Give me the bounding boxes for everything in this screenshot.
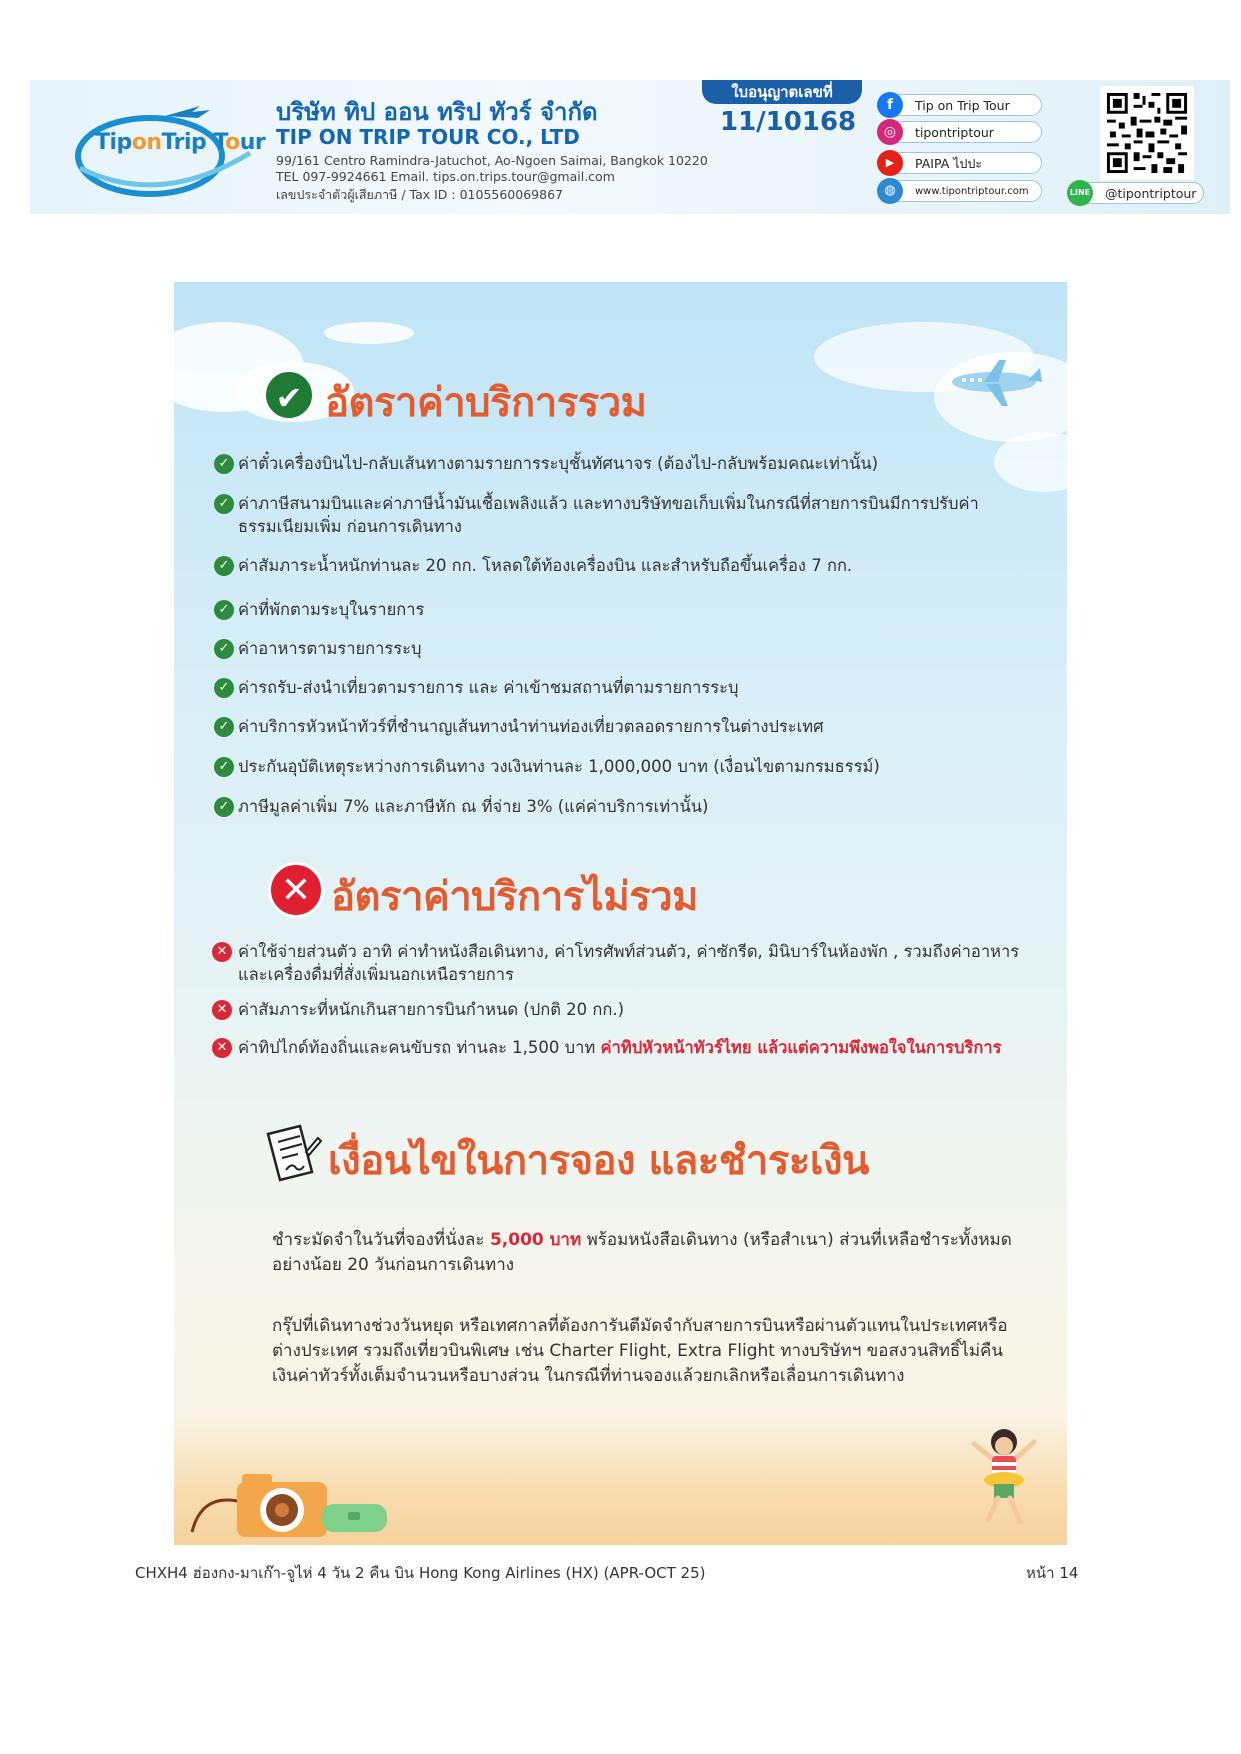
- check-icon: ✓: [214, 797, 234, 817]
- deposit-amount: 5,000 บาท: [489, 1230, 582, 1250]
- company-contact: TEL 097-9924661 Email. tips.on.trips.tour@gmail.com: [276, 169, 615, 184]
- web-icon: ◍: [877, 178, 903, 204]
- company-name-thai: บริษัท ทิป ออน ทริป ทัวร์ จำกัด: [276, 98, 598, 126]
- footer-tour-code: CHXH4 ฮ่องกง-มาเก๊า-จูไห่ 4 วัน 2 คืน บิน Hong Kong Airlines (HX) (APR-OCT 25): [135, 1564, 706, 1582]
- company-logo-text: TiponTrip Tour: [95, 130, 266, 155]
- booking-section-title: เงื่อนไขในการจอง และชำระเงิน: [328, 1138, 869, 1184]
- cross-badge-icon: ✕: [268, 862, 324, 918]
- facebook-icon: f: [877, 92, 903, 118]
- company-address: 99/161 Centro Ramindra-Jatuchot, Ao-Ngoen Saimai, Bangkok 10220: [276, 153, 708, 168]
- cloud-decoration: [324, 322, 414, 344]
- check-icon: ✓: [214, 600, 234, 620]
- line-link[interactable]: LINE @tipontriptour: [1070, 182, 1204, 204]
- conditions-poster: [174, 282, 1067, 1545]
- check-icon: ✓: [214, 639, 234, 659]
- check-icon: ✓: [214, 494, 234, 514]
- instagram-link[interactable]: ◎ tipontriptour: [882, 121, 1042, 143]
- excluded-item: ✕ ค่าทิปไกด์ท้องถิ่นและคนขับรถ ท่านละ 1,500 บาท ค่าทิปหัวหน้าทัวร์ไทย แล้วแต่ความพึงพอใจในการบริการ: [238, 1036, 1067, 1059]
- excluded-section-title: อัตราค่าบริการไม่รวม: [331, 874, 698, 920]
- excluded-item: ✕ ค่าใช้จ่ายส่วนตัว อาทิ ค่าทำหนังสือเดินทาง, ค่าโทรศัพท์ส่วนตัว, ค่าซักรีด, มินิบาร์ในห้องพัก , รวมถึงค่าอาหารและเครื่องดื่มที่สั่งเพิ่มนอกเหนือรายการ: [238, 940, 1038, 986]
- airplane-illustration: [944, 352, 1044, 412]
- cross-icon: ✕: [212, 1000, 232, 1020]
- check-badge-icon: ✔: [263, 369, 315, 421]
- cross-icon: ✕: [212, 1038, 232, 1058]
- included-item: ✓ ค่าที่พักตามระบุในรายการ: [238, 598, 1038, 621]
- excluded-item: ✕ ค่าสัมภาระที่หนักเกินสายการบินกำหนด (ปกติ 20 กก.): [238, 998, 1038, 1021]
- camera-illustration: [182, 1452, 402, 1542]
- deposit-paragraph: ชำระมัดจำในวันที่จองที่นั่งละ 5,000 บาท พร้อมหนังสือเดินทาง (หรือสำเนา) ส่วนที่เหลือชำระทั้งหมดอย่างน้อย 20 วันก่อนการเดินทาง: [272, 1230, 1012, 1275]
- company-header-banner: [30, 80, 1230, 214]
- included-section-title: อัตราค่าบริการรวม: [325, 380, 647, 426]
- tip-note: ค่าทิปหัวหน้าทัวร์ไทย แล้วแต่ความพึงพอใจในการบริการ: [600, 1038, 1002, 1057]
- beach-girl-illustration: [964, 1422, 1044, 1532]
- included-item: ✓ ค่ารถรับ-ส่งนำเที่ยวตามรายการ และ ค่าเข้าชมสถานที่ตามรายการระบุ: [238, 676, 1038, 699]
- qr-code-image: [1100, 86, 1194, 180]
- line-icon: LINE: [1067, 180, 1093, 206]
- included-item: ✓ ค่าบริการหัวหน้าทัวร์ที่ชำนาญเส้นทางนำท่านท่องเที่ยวตลอดรายการในต่างประเทศ: [238, 715, 1038, 738]
- cross-icon: ✕: [212, 942, 232, 962]
- check-icon: ✓: [214, 678, 234, 698]
- footer-page-number: หน้า 14: [1026, 1564, 1079, 1582]
- document-signing-icon: [262, 1122, 322, 1184]
- included-item: ✓ ประกันอุบัติเหตุระหว่างการเดินทาง วงเงินท่านละ 1,000,000 บาท (เงื่อนไขตามกรมธรรม์): [238, 755, 1038, 778]
- facebook-link[interactable]: f Tip on Trip Tour: [882, 94, 1042, 116]
- included-item: ✓ ภาษีมูลค่าเพิ่ม 7% และภาษีหัก ณ ที่จ่าย 3% (แค่ค่าบริการเท่านั้น): [238, 795, 1038, 818]
- youtube-icon: ▶: [877, 150, 903, 176]
- included-item: ✓ ค่าภาษีสนามบินและค่าภาษีน้ำมันเชื้อเพลิงแล้ว และทางบริษัทขอเก็บเพิ่มในกรณีที่สายการบินมีการปรับค่าธรรมเนียมเพิ่ม ก่อนการเดินทาง: [238, 492, 1038, 538]
- check-icon: ✓: [214, 757, 234, 777]
- license-number: 11/10168: [720, 107, 857, 137]
- included-item: ✓ ค่าตั๋วเครื่องบินไป-กลับเส้นทางตามรายการระบุชั้นทัศนาจร (ต้องไป-กลับพร้อมคณะเท่านั้น): [238, 452, 1038, 475]
- holiday-group-paragraph: กรุ๊ปที่เดินทางช่วงวันหยุด หรือเทศกาลที่ต้องการันตีมัดจำกับสายการบินหรือผ่านตัวแทนในประเทศหรือ ต่างประเทศ รวมถึงเที่ยวบินพิเศษ เช่น Charter Flight, Extra Flight ทางบริษัทฯ ขอสงวนสิทธิ์ไม่คืนเงินค่าทัวร์ทั้งเต็มจำนวนหรือบางส่วน ในกรณีที่ท่านจองแล้วยกเลิกหรือเลื่อนการเดินทาง: [272, 1316, 1008, 1386]
- license-label: ใบอนุญาตเลขที่: [702, 80, 862, 104]
- company-tax-id: เลขประจำตัวผู้เสียภาษี / Tax ID : 0105560069867: [276, 187, 563, 202]
- website-link[interactable]: ◍ www.tipontriptour.com: [882, 180, 1042, 202]
- included-item: ✓ ค่าสัมภาระน้ำหนักท่านละ 20 กก. โหลดใต้ท้องเครื่องบิน และสำหรับถือขึ้นเครื่อง 7 กก.: [238, 554, 1038, 577]
- company-name-english: TIP ON TRIP TOUR CO., LTD: [276, 125, 580, 149]
- instagram-icon: ◎: [877, 119, 903, 145]
- check-icon: ✓: [214, 717, 234, 737]
- youtube-link[interactable]: ▶ PAIPA ไปปะ: [882, 152, 1042, 174]
- check-icon: ✓: [214, 454, 234, 474]
- check-icon: ✓: [214, 556, 234, 576]
- included-item: ✓ ค่าอาหารตามรายการระบุ: [238, 637, 1038, 660]
